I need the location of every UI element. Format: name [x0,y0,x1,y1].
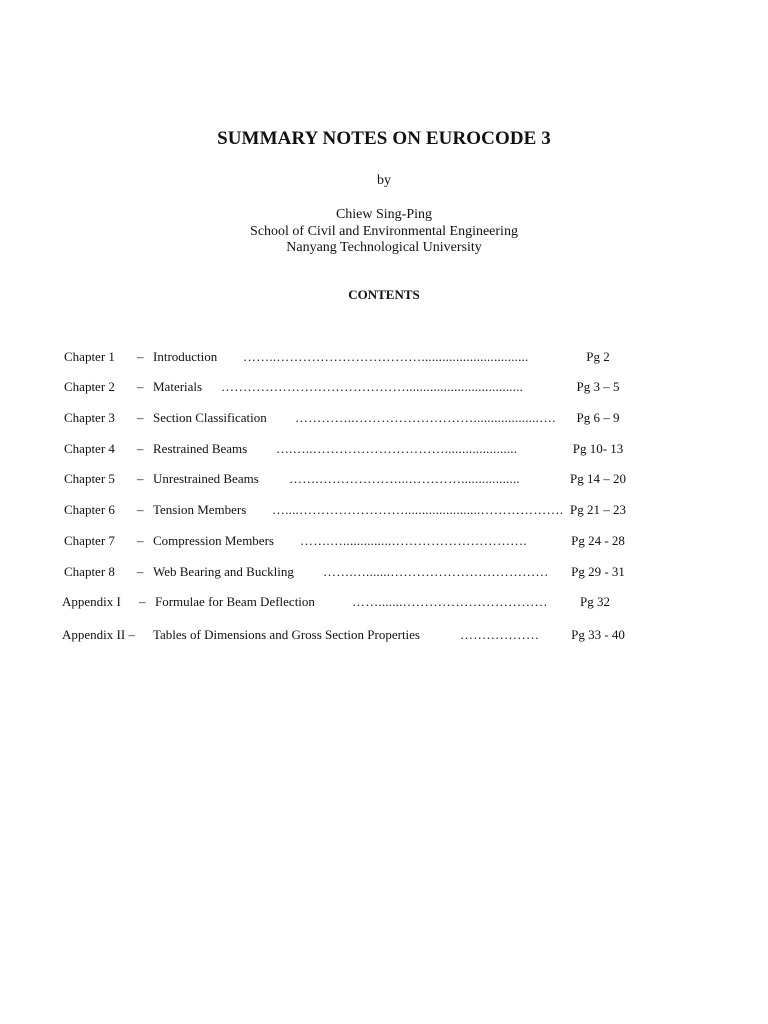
toc-title: Formulae for Beam Deflection [155,594,315,609]
toc-leader: …….….......……………………………… [323,564,549,579]
toc-label: Chapter 7 [64,533,115,548]
toc-row [0,594,768,612]
toc-dash: – [137,471,144,486]
toc-leader: ….…..…………………………..................... [276,441,518,456]
toc-row [0,533,768,551]
contents-heading: CONTENTS [348,287,420,302]
toc-leader: …....……………………......................………………. [272,502,564,517]
toc-pages: Pg 10- 13 [572,441,624,456]
toc-row [0,410,768,428]
toc-pages: Pg 3 – 5 [576,379,620,394]
toc-leader: …………..………………………...................…. [295,410,556,425]
toc-row [0,349,768,367]
toc-pages: Pg 6 – 9 [576,410,620,425]
toc-label: Chapter 1 [64,349,115,364]
toc-label: Chapter 8 [64,564,115,579]
toc-row [0,379,768,397]
toc-title: Tables of Dimensions and Gross Section Properties [153,627,420,642]
toc-leader: …….…..............…………………………. [300,533,527,548]
toc-dash: – [139,594,146,609]
toc-leader: …….......…………………………… [352,594,548,609]
toc-dash: – [137,502,144,517]
toc-pages: Pg 33 - 40 [571,627,625,642]
toc-pages: Pg 21 – 23 [570,502,626,517]
toc-dash: – [137,441,144,456]
toc-pages: Pg 24 - 28 [571,533,625,548]
toc-title: Introduction [153,349,218,364]
toc-pages: Pg 2 [586,349,610,364]
toc-label: Chapter 6 [64,502,115,517]
toc-title: Materials [153,379,203,394]
toc-pages: Pg 32 [580,594,610,609]
toc-label: Chapter 4 [64,441,115,456]
toc-leader: ……………… [460,627,540,642]
author-university: Nanyang Technological University [286,240,482,255]
toc-label: Chapter 2 [64,379,115,394]
toc-row [0,471,768,489]
toc-title: Web Bearing and Buckling [153,564,294,579]
toc-row [0,441,768,459]
toc-leader: …….………………...…………................. [289,471,520,486]
toc-title: Section Classification [153,410,267,425]
toc-row [0,502,768,520]
author-school: School of Civil and Environmental Engineering [250,223,518,239]
toc-leader: …………………………………….................................. [221,379,524,394]
toc-label: Appendix II – [62,627,135,642]
author-name: Chiew Sing-Ping [335,207,433,222]
toc-dash: – [137,349,144,364]
toc-pages: Pg 14 – 20 [570,471,626,486]
toc-dash: – [137,533,144,548]
document-title: SUMMARY NOTES ON EUROCODE 3 [217,128,551,149]
toc-label: Appendix I [62,594,121,609]
toc-title: Tension Members [153,502,247,517]
toc-title: Unrestrained Beams [153,471,259,486]
toc-title: Restrained Beams [153,441,248,456]
author-block [0,207,768,257]
byline: by [377,173,391,188]
toc-dash: – [137,564,144,579]
toc-pages: Pg 29 - 31 [571,564,625,579]
toc-row [0,627,768,645]
toc-dash: – [137,379,144,394]
toc-dash: – [137,410,144,425]
toc-label: Chapter 3 [64,410,115,425]
toc-label: Chapter 5 [64,471,115,486]
toc-row [0,564,768,582]
toc-leader: ……..……………………………............................... [243,349,529,364]
toc-title: Compression Members [153,533,274,548]
